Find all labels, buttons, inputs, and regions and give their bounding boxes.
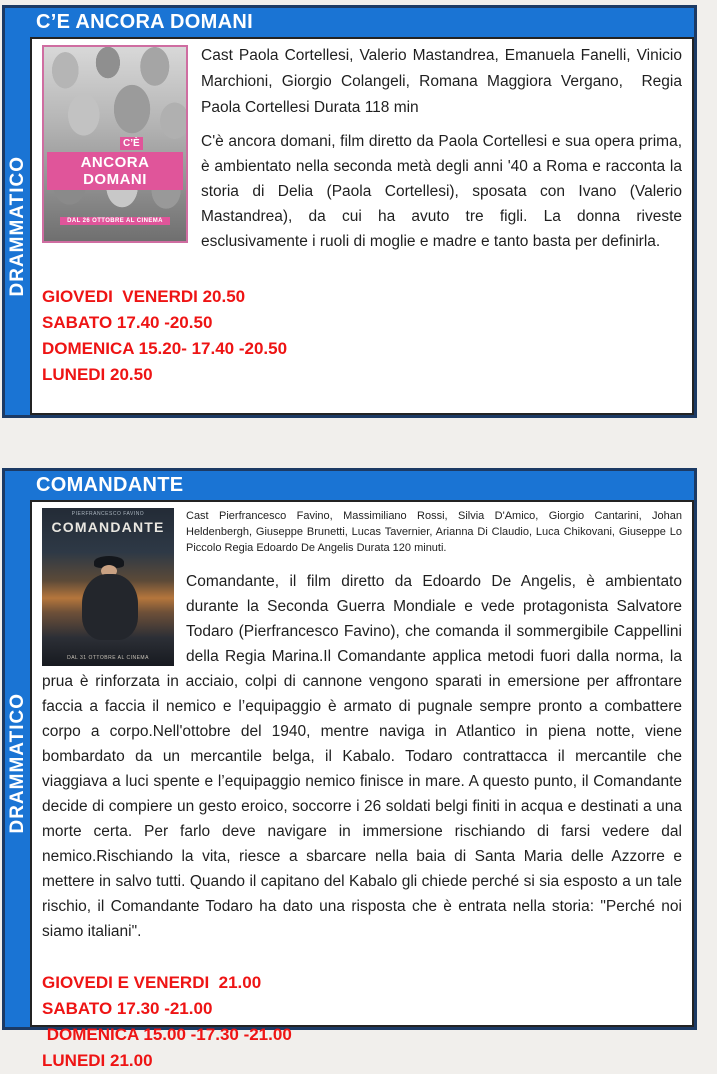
poster-title-text: COMANDANTE — [51, 519, 165, 535]
genre-strip — [5, 37, 30, 415]
showtime-line: SABATO 17.40 -20.50 — [42, 313, 213, 332]
movie-card-ce-ancora-domani — [2, 5, 697, 418]
showtime-line: GIOVEDI VENERDI 20.50 — [42, 287, 246, 306]
movie-poster-image — [42, 508, 174, 666]
showtime-line: GIOVEDI E VENERDI 21.00 — [42, 973, 262, 992]
card-body — [5, 500, 694, 1070]
card-content — [30, 500, 694, 1070]
card-title-bar — [5, 471, 694, 500]
poster-top-text: C’È — [120, 137, 143, 150]
cast-text: Cast Paola Cortellesi, Valerio Mastandrea, Emanuela Fanelli, Vinicio Marchioni, Giorgio Colangeli, Romana Maggiora Vergano, Regia Paola Cortellesi Durata 118 min — [201, 47, 687, 116]
showtimes-block — [42, 284, 682, 388]
poster-release-banner: DAL 31 OTTOBRE AL CINEMA — [67, 655, 149, 661]
genre-label: DRAMMATICO — [6, 155, 28, 297]
cast-text: Cast Pierfrancesco Favino, Massimiliano Rossi, Silvia D'Amico, Giorgio Cantarini, Johan Heldenbergh, Giuseppe Brunetti, Lucas Tavernier, Arianna Di Claudio, Luca Chikovani, Giuseppe Lo Piccolo Regia Edoardo De Angelis Durata 120 minuti. — [186, 510, 686, 554]
poster-title-text: ANCORA DOMANI — [47, 152, 183, 190]
poster-top-text: PIERFRANCESCO FAVINO — [71, 511, 145, 517]
card-body — [5, 37, 694, 415]
genre-strip — [5, 500, 30, 1027]
card-content — [30, 37, 694, 415]
poster-figure-silhouette — [82, 574, 138, 640]
movie-poster-image — [42, 45, 188, 243]
genre-label: DRAMMATICO — [6, 693, 28, 834]
showtime-line: DOMENICA 15.00 -17.30 -21.00 — [42, 1025, 292, 1044]
description-text: C'è ancora domani, film diretto da Paola Cortellesi e sua opera prima, è ambientato nella seconda metà degli anni '40 a Roma e racconta la storia di Delia (Paola Cortellesi), sposata con Ivano (Valerio Mastandrea), da cui ha avuto tre figli. La donna riveste esclusivamente i ruoli di moglie e madre e tanto basta per definirla. — [201, 133, 687, 250]
showtime-line: LUNEDI 20.50 — [42, 365, 153, 384]
card-title-bar — [5, 8, 694, 37]
showtimes-block — [42, 970, 682, 1074]
movie-title: COMANDANTE — [36, 474, 184, 496]
showtime-line: DOMENICA 15.20- 17.40 -20.50 — [42, 339, 288, 358]
movie-title: C’E ANCORA DOMANI — [36, 11, 253, 33]
showtime-line: SABATO 17.30 -21.00 — [42, 999, 213, 1018]
showtime-line: LUNEDI 21.00 — [42, 1051, 153, 1070]
description-text: Comandante, il film diretto da Edoardo De Angelis, è ambientato durante la Seconda Guerra Mondiale e vede protagonista Salvatore Todaro (Pierfrancesco Favino), che comanda il sommergibile Cappellini della Regia Marina.Il Comandante applica metodi fuori dalla norma, la prua è rinforzata in acciaio, colpi di cannone vengono sparati in emersione per affrontare faccia a faccia il nemico e l’equipaggio è armato di pugnale sempre pronto a combattere corpo a corpo.Nell'ottobre del 1940, mentre naviga in Atlantico in piena notte, viene bombardato da un mercantile belga, il Kabalo. Todaro contrattacca il mercantile che viaggiava a luci spente e l’equipaggio nemico finisce in mare. A questo punto, il Comandante decide di compiere un gesto eroico, soccorre i 26 soldati belgi finiti in acqua e destinati a una morte certa. Per farlo deve navigare in immersione rischiando di farsi vedere dal nemico.Rischiando la vita, riesce a sbarcare nella baia di Santa Maria delle Azzorre e mettere in salvo tutti. Quando il capitano del Kabalo gli chiede perché si sia esposto a un tale rischio, il Comandante Todaro ha dato una risposta che è entrata nella storia: "Perché noi siamo italiani". — [42, 573, 687, 940]
movie-card-comandante — [2, 468, 697, 1070]
poster-release-banner: DAL 26 OTTOBRE AL CINEMA — [60, 217, 170, 225]
